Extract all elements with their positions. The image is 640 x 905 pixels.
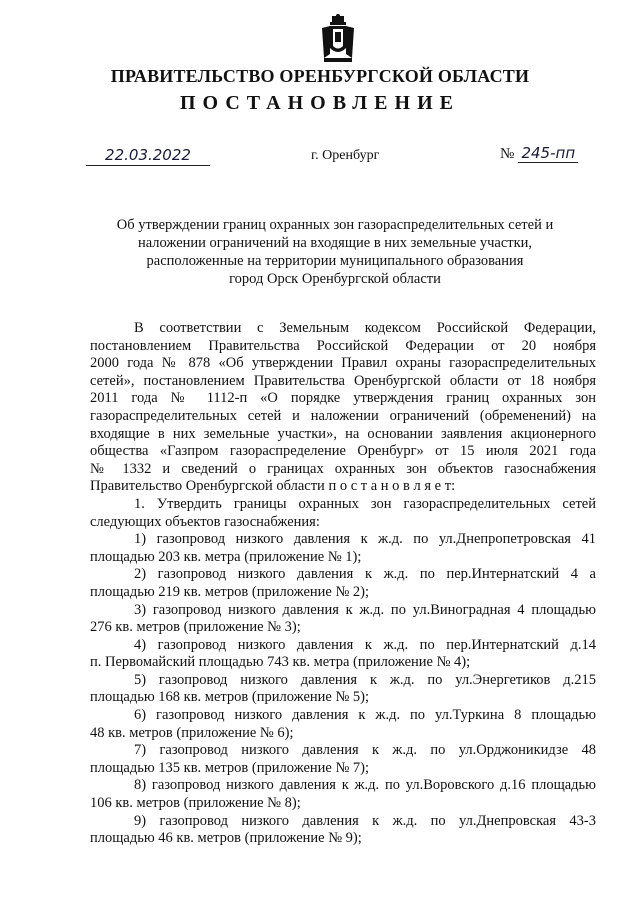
preamble-line: входящие в них земельные участки», на основании заявления акционерного bbox=[90, 425, 596, 442]
list-item bbox=[90, 813, 596, 848]
clause-line: следующих объектов газоснабжения: bbox=[90, 513, 320, 530]
preamble-line: сетей», постановлением Правительства Оренбургской области от 18 ноября bbox=[90, 372, 596, 389]
list-item bbox=[90, 672, 596, 707]
list-item bbox=[90, 531, 596, 566]
list-item-line: площадью 168 кв. метров (приложение № 5); bbox=[90, 689, 370, 706]
list-item-line: 2) газопровод низкого давления к ж.д. по пер.Интернатский 4 а bbox=[134, 566, 596, 583]
list-item-line: 48 кв. метров (приложение № 6); bbox=[90, 724, 294, 741]
list-item-line: 5) газопровод низкого давления к ж.д. по ул.Энергетиков д.215 bbox=[134, 671, 596, 688]
list-item-line: 6) газопровод низкого давления к ж.д. по ул.Туркина 8 площадью bbox=[134, 707, 596, 724]
preamble-line: 2000 года № 878 «Об утверждении Правил охраны газораспределительных bbox=[90, 355, 596, 372]
preamble-line: 2011 года № 1112-п «О порядке утверждения границ охранных зон bbox=[90, 390, 596, 407]
subject-line: наложении ограничений на входящие в них земельные участки, bbox=[137, 235, 533, 251]
document-subject bbox=[95, 216, 575, 288]
list-item-line: площадью 203 кв. метра (приложение № 1); bbox=[90, 548, 362, 565]
list-item-line: 106 кв. метров (приложение № 8); bbox=[90, 795, 301, 812]
subject-line: город Орск Оренбургской области bbox=[229, 271, 441, 287]
number-value: 245-пп bbox=[518, 144, 578, 163]
preamble-line: В соответствии с Земельным кодексом Российской Федерации, bbox=[134, 320, 596, 336]
document-date: 22.03.2022 bbox=[86, 146, 210, 166]
list-item-line: 7) газопровод низкого давления к ж.д. по ул.Орджоникидзе 48 bbox=[134, 742, 596, 759]
list-item bbox=[90, 566, 596, 601]
list-item-line: 9) газопровод низкого давления к ж.д. по ул.Днепровская 43-3 bbox=[134, 812, 596, 829]
list-item-line: 1) газопровод низкого давления к ж.д. по ул.Днепропетровская 41 bbox=[134, 531, 596, 548]
preamble-line: общества «Газпром газораспределение Оренбург» от 15 июля 2021 года bbox=[90, 443, 596, 460]
preamble-line: газораспределительных сетей и наложении ограничений (обременений) на bbox=[90, 407, 596, 424]
number-prefix: № bbox=[500, 146, 515, 162]
list-item bbox=[90, 637, 596, 672]
document-city: г. Оренбург bbox=[311, 148, 380, 163]
document-number bbox=[500, 144, 578, 163]
preamble-line: Правительство Оренбургской области п о с т а н о в л я е т: bbox=[90, 478, 456, 495]
organization-title: ПРАВИТЕЛЬСТВО ОРЕНБУРГСКОЙ ОБЛАСТИ bbox=[110, 66, 530, 86]
coat-of-arms-icon bbox=[318, 14, 358, 64]
list-item-line: п. Первомайский площадью 743 кв. метра (приложение № 4); bbox=[90, 654, 471, 671]
list-item-line: площадью 135 кв. метров (приложение № 7); bbox=[90, 759, 370, 776]
list-item bbox=[90, 602, 596, 637]
list-item bbox=[90, 742, 596, 777]
list-item-line: площадью 46 кв. метров (приложение № 9); bbox=[90, 830, 362, 847]
preamble-line: постановлением Правительства Российской Федерации от 20 ноября bbox=[90, 337, 596, 354]
subject-line: Об утверждении границ охранных зон газораспределительных сетей и bbox=[116, 217, 554, 233]
list-item-line: 4) газопровод низкого давления к ж.д. по пер.Интернатский д.14 bbox=[134, 636, 596, 653]
document-body bbox=[90, 320, 596, 848]
list-item-line: 8) газопровод низкого давления к ж.д. по ул.Воровского д.16 площадью bbox=[134, 777, 596, 794]
subject-line: расположенные на территории муниципального образования bbox=[146, 253, 524, 269]
preamble-line: № 1332 и сведений о границах охранных зон объектов газоснабжения bbox=[90, 460, 596, 477]
list-item-line: площадью 219 кв. метров (приложение № 2); bbox=[90, 583, 370, 600]
clause-line: 1. Утвердить границы охранных зон газораспределительных сетей bbox=[134, 495, 596, 512]
list-item bbox=[90, 777, 596, 812]
list-item-line: 276 кв. метров (приложение № 3); bbox=[90, 619, 301, 636]
document-type: ПОСТАНОВЛЕНИЕ bbox=[180, 92, 460, 114]
list-item bbox=[90, 707, 596, 742]
list-item-line: 3) газопровод низкого давления к ж.д. по ул.Виноградная 4 площадью bbox=[134, 601, 596, 618]
